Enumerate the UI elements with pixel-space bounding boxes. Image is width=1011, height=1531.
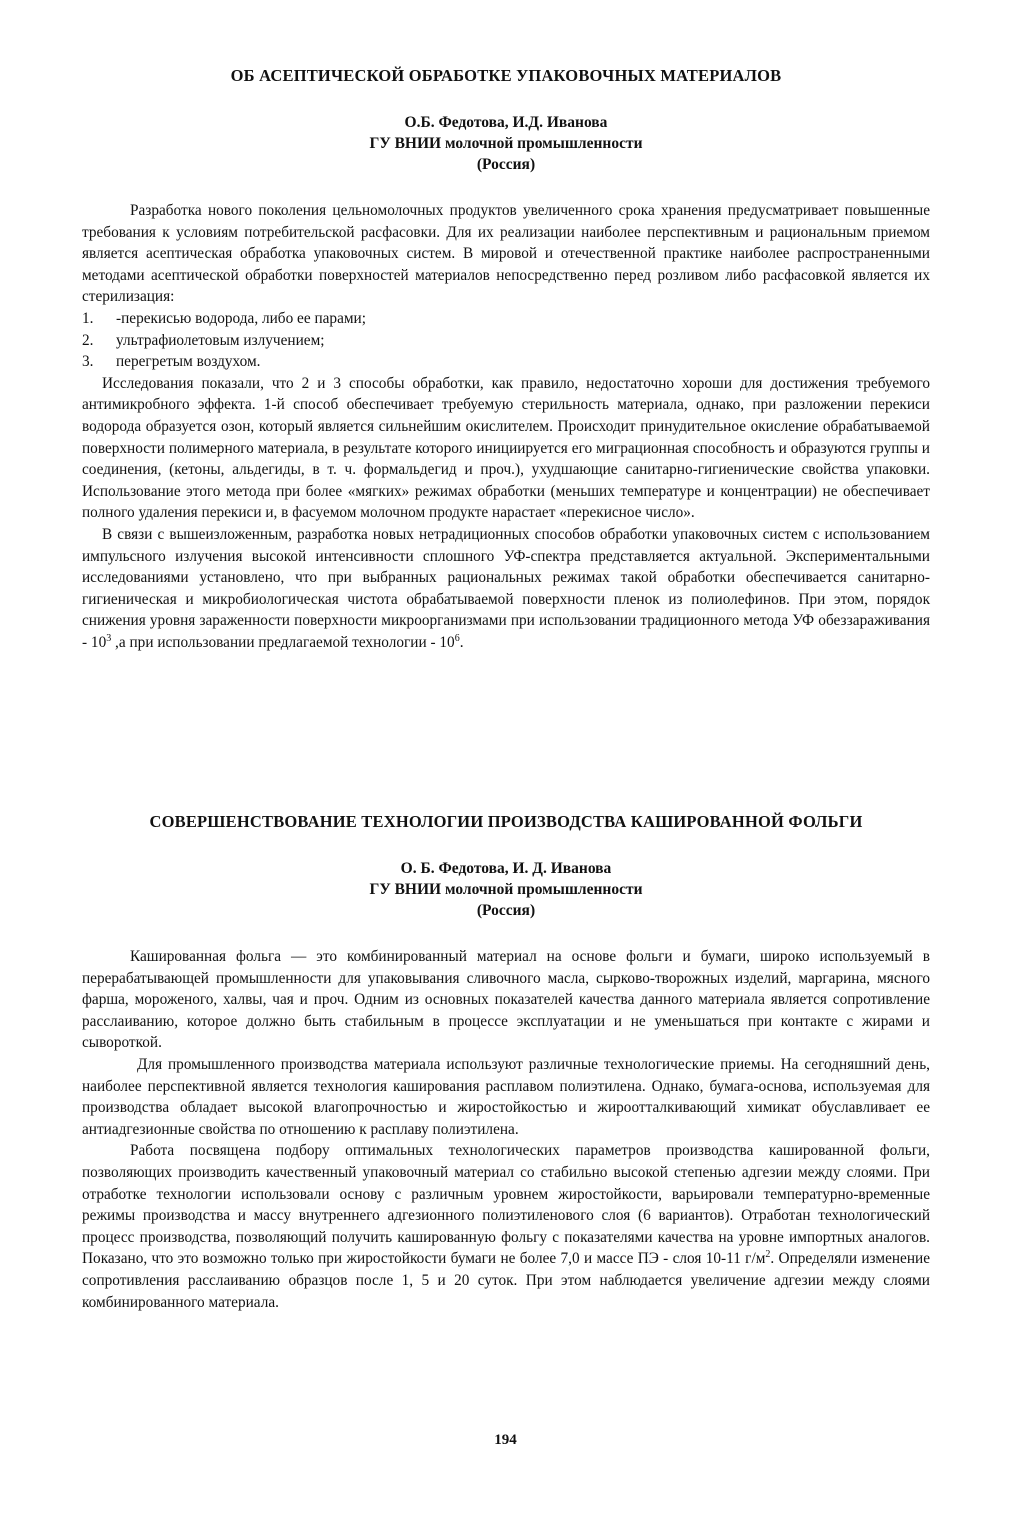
exponent: 3 xyxy=(106,632,112,644)
list-number: 2. xyxy=(82,331,94,349)
list-item xyxy=(82,330,930,352)
article-aseptic xyxy=(82,66,930,653)
article-foil xyxy=(82,812,930,1313)
article-body xyxy=(82,946,930,1313)
paragraph-text: В связи с вышеизложенным, разработка новых нетрадиционных способов обработки упаковочных систем с использованием импульсного излучения высокой интенсивности сплошного УФ-спектра представляется актуальной. Экспериментальными исследованиями установлено, что при выбранных рациональных режимах такой обработки обеспечивается санитарно-гигиеническая и микробиологическая чистота обрабатываемой поверхности пленок из полиолефинов. При этом, порядок снижения уровня зараженности поверхности микроорганизмами при использовании традиционного метода УФ обеззараживания - 10 xyxy=(82,525,930,651)
paragraph-intro: Разработка нового поколения цельномолочных продуктов увеличенного срока хранения предусматривает повышенные требования к условиям потребительской расфасовки. Для их реализации наиболее перспективным и рациональным приемом является асептическая обработка упаковочных систем. В мировой и отечественной практике наиболее распространенными методами асептической обработки поверхностей материалов непосредственно перед розливом либо расфасовкой является их стерилизация: xyxy=(82,202,930,306)
paragraph-text: ,а при использовании предлагаемой технологии - 10 xyxy=(111,633,455,651)
paragraph-methods: Для промышленного производства материала используют различные технологические приемы. На сегодняшний день, наиболее перспективной является технология каширования расплавом полиэтилена. Однако, бумага-основа, используемая для производства обладает высокой влагопрочностью и жиростойкостью и жироотталкивающий химикат обуславливает ее антиадгезионные свойства по отношению к расплаву полиэтилена. xyxy=(82,1055,930,1138)
article-title: ОБ АСЕПТИЧЕСКОЙ ОБРАБОТКЕ УПАКОВОЧНЫХ МАТЕРИАЛОВ xyxy=(230,66,782,85)
exponent: 6 xyxy=(454,632,460,644)
article-title: СОВЕРШЕНСТВОВАНИЕ ТЕХНОЛОГИИ ПРОИЗВОДСТВА КАШИРОВАННОЙ ФОЛЬГИ xyxy=(149,812,863,831)
list-text: -перекисью водорода, либо ее парами; xyxy=(116,309,366,327)
institution: ГУ ВНИИ молочной промышленности xyxy=(369,881,643,898)
article-body xyxy=(82,200,930,653)
list-item xyxy=(82,308,930,330)
list-number: 3. xyxy=(82,353,94,371)
paragraph-results xyxy=(82,1140,930,1313)
list-number: 1. xyxy=(82,309,94,327)
paragraph-conclusion xyxy=(82,524,930,654)
list-item xyxy=(82,351,930,373)
paragraph-definition: Кашированная фольга — это комбинированный материал на основе фольги и бумаги, широко используемый в перерабатывающей промышленности для упаковывания сливочного масла, сырково-творожных изделий, маргарина, мясного фарша, мороженого, халвы, чая и проч. Одним из основных показателей качества данного материала является сопротивление расслаиванию, которое должно быть стабильным в процессе эксплуатации и не уменьшаться при контакте с жирами и сывороткой. xyxy=(82,948,930,1052)
paragraph-text: . xyxy=(459,633,464,651)
list-text: ультрафиолетовым излучением; xyxy=(116,331,325,349)
country: (Россия) xyxy=(476,902,536,919)
paragraph-text: . Определяли изменение сопротивления расслаиванию образцов после 1, 5 и 20 суток. При этом наблюдается увеличение адгезии между слоями комбинированного материала. xyxy=(82,1250,930,1311)
country: (Россия) xyxy=(476,156,536,173)
article-header xyxy=(82,858,930,921)
method-list xyxy=(82,308,930,373)
authors: О.Б. Федотова, И.Д. Иванова xyxy=(404,114,608,131)
exponent: 2 xyxy=(765,1249,771,1261)
institution: ГУ ВНИИ молочной промышленности xyxy=(369,135,643,152)
list-text: перегретым воздухом. xyxy=(116,353,261,371)
paragraph-text: Работа посвящена подбору оптимальных технологических параметров производства кашированной фольги, позволяющих производить качественный упаковочный материал со стабильно высокой степенью адгезии между слоями. При отработке технологии использовали основу с различным уровнем жиростойкости, варьировали температурно-временные режимы производства и массу внутреннего адгезионного полиэтиленового слоя (6 вариантов). Отработан технологический процесс производства, позволяющий получить кашированную фольгу с показателями качества на уровне импортных аналогов. Показано, что это возможно только при жиростойкости бумаги не более 7,0 и массе ПЭ - слоя 10-11 г/м xyxy=(82,1142,930,1268)
authors: О. Б. Федотова, И. Д. Иванова xyxy=(400,860,612,877)
page-number: 194 xyxy=(494,1432,517,1448)
paragraph-research: Исследования показали, что 2 и 3 способы обработки, как правило, недостаточно хороши для достижения требуемого антимикробного эффекта. 1-й способ обеспечивает требуемую стерильность материала, однако, при разложении перекиси водорода образуется озон, который является сильнейшим окислителем. Происходит принудительное окисление обрабатываемой поверхности полимерного материала, в результате которого инициируется его миграционная способность и образуются группы и соединения, (кетоны, альдегиды, в т. ч. формальдегид и проч.), ухудшающие санитарно-гигиенические свойства упаковки. Использование этого метода при более «мягких» режимах обработки (меньших температуре и концентрации) не обеспечивает полного удаления перекиси и, в фасуемом молочном продукте нарастает «перекисное число». xyxy=(82,374,930,522)
article-header xyxy=(82,112,930,175)
